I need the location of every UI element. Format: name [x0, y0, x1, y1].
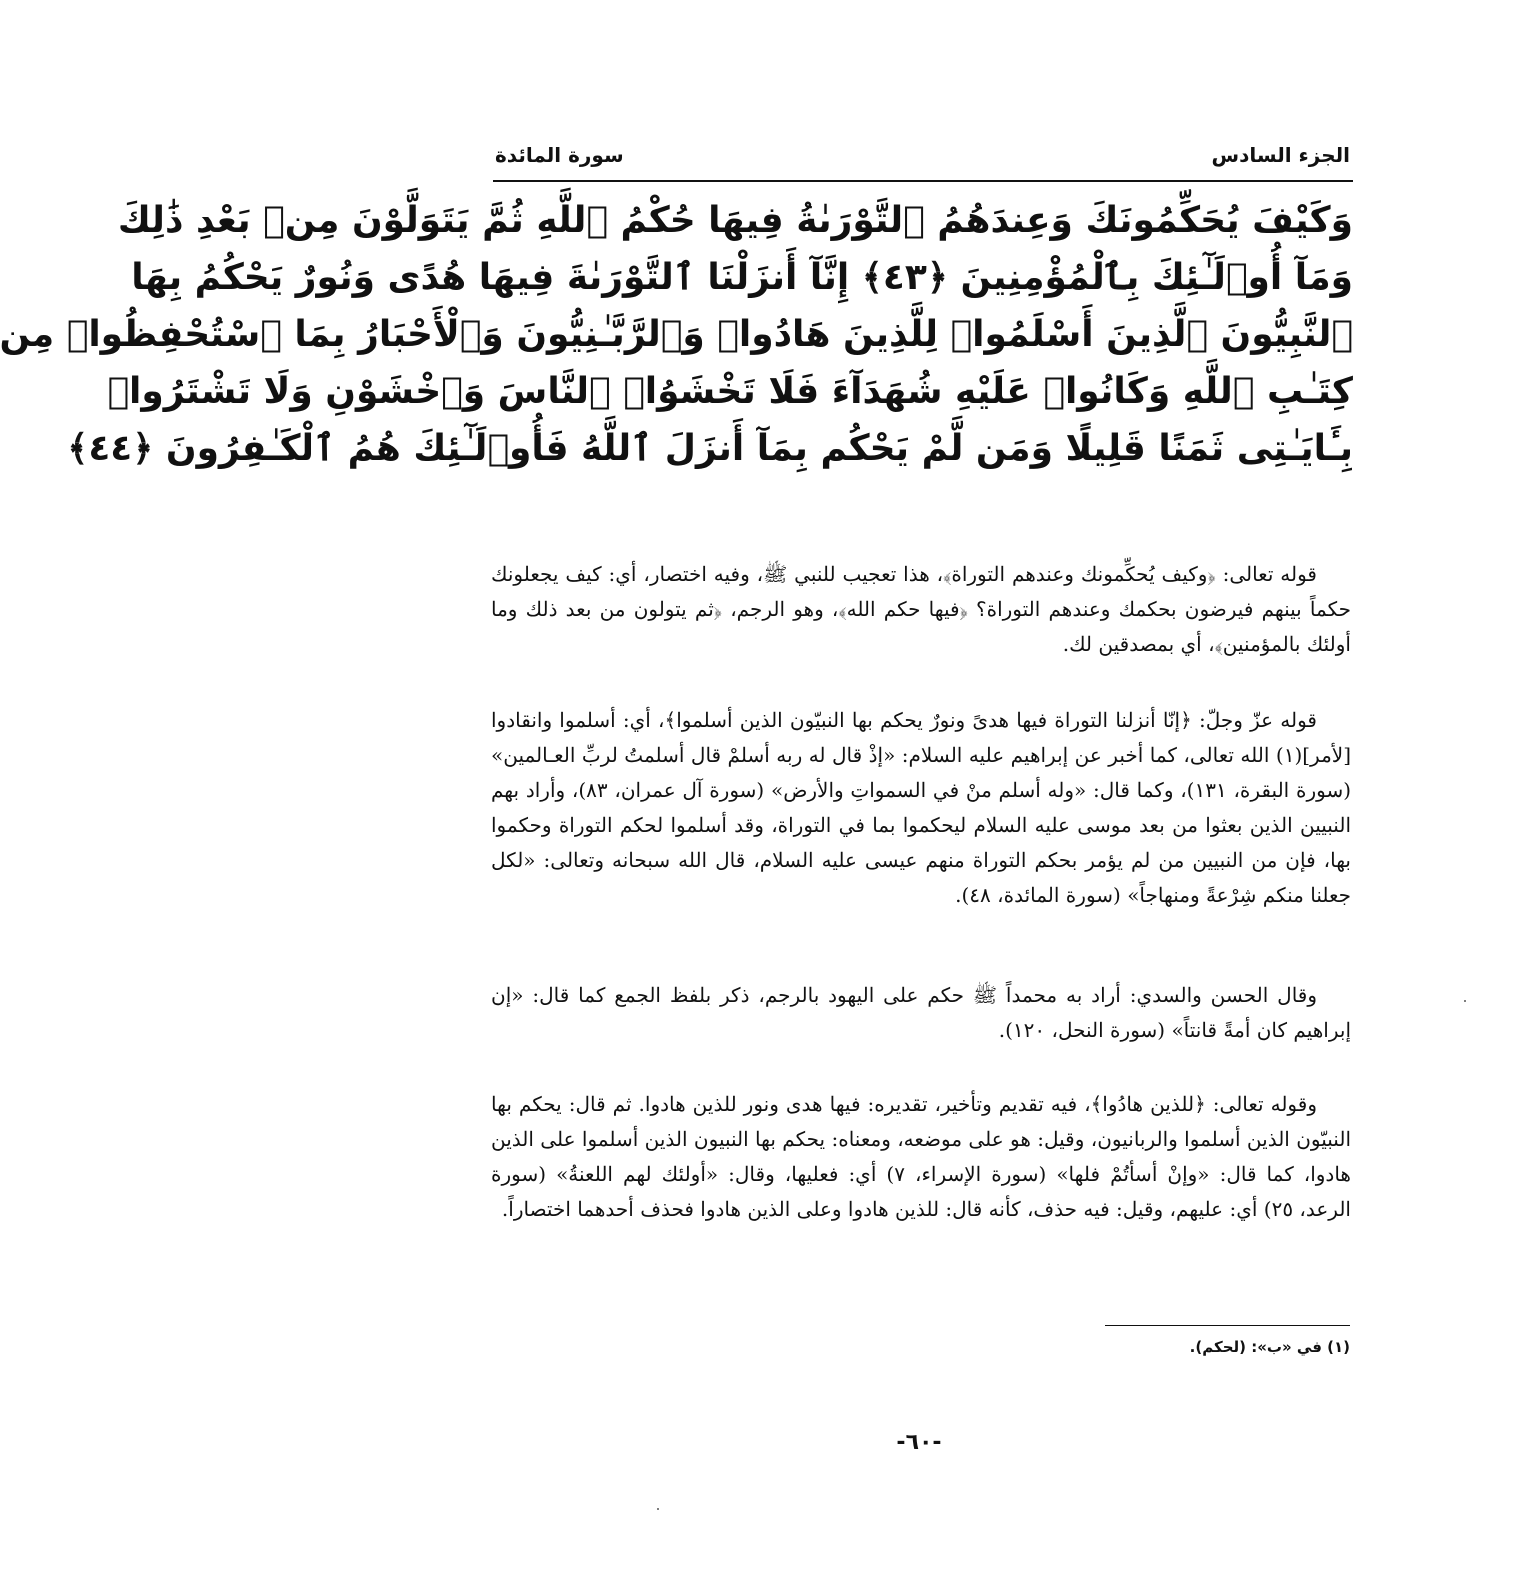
commentary-paragraph: [491, 978, 1351, 1048]
footnote-divider: [1105, 1325, 1350, 1326]
juz-title: الجزء السادس: [1211, 143, 1350, 167]
header-divider: [493, 180, 1353, 182]
running-header: [495, 143, 1350, 173]
page-number: -٦٠-: [896, 1430, 942, 1455]
quran-line: وَمَآ أُو۟لَـٰٓئِكَ بِٱلْمُؤْمِنِينَ ﴿٤٣﴾ إِنَّآ أَنزَلْنَا ٱلتَّوْرَىٰةَ فِيهَا هُدًى وَنُورٌ يَحْكُمُ بِهَا: [131, 257, 1353, 298]
paragraph-text: وقوله تعالى: ﴿للذين هادُوا﴾، فيه تقديم وتأخير، تقديره: فيها هدى ونور للذين هادوا. ثم قال: يحكم بها النبيّون الذين أسلموا والربانيون، وقيل: هو على موضعه، ومعناه: يحكم بها النبيون الذين أسلموا على الذين هادوا، كما قال: «وإنْ أسأتُمْ فلها» (سورة الإسراء، ٧) أي: فعليها، وقال: «أولئك لهم اللعنةُ» (سورة الرعد، ٢٥) أي: عليهم، وقيل: فيه حذف، كأنه قال: للذين هادوا وعلى الذين هادوا فحذف أحدهما اختصاراً.: [491, 1092, 1351, 1221]
quran-line: وَكَيْفَ يُحَكِّمُونَكَ وَعِندَهُمُ ٱلتَّوْرَىٰةُ فِيهَا حُكْمُ ٱللَّهِ ثُمَّ يَتَوَلَّوْنَ مِنۢ بَعْدِ ذَٰلِكَ: [117, 200, 1353, 241]
surah-title: سورة المائدة: [495, 143, 624, 167]
commentary-paragraph: [491, 1087, 1351, 1227]
scan-speck: [1464, 1000, 1466, 1002]
quran-line: كِتَـٰبِ ٱللَّهِ وَكَانُوا۟ عَلَيْهِ شُهَدَآءَ فَلَا تَخْشَوُا۟ ٱلنَّاسَ وَٱخْشَوْنِ وَلَا تَشْتَرُوا۟: [107, 371, 1353, 412]
commentary-paragraph: [491, 703, 1351, 913]
scan-speck: [657, 1508, 659, 1510]
quran-line: بِـَٔايَـٰتِى ثَمَنًا قَلِيلًا وَمَن لَّمْ يَحْكُم بِمَآ أَنزَلَ ٱللَّهُ فَأُو۟لَـٰٓئِكَ هُمُ ٱلْكَـٰفِرُونَ ﴿٤٤﴾: [67, 428, 1353, 469]
paragraph-text: وقال الحسن والسدي: أراد به محمداً ﷺ حكم على اليهود بالرجم، ذكر بلفظ الجمع كما قال: «إن إبراهيم كان أمةً قانتاً» (سورة النحل، ١٢٠).: [491, 983, 1351, 1042]
footnote: (١) في «ب»: (لحكم).: [1189, 1338, 1350, 1356]
commentary-paragraph: [491, 557, 1351, 662]
paragraph-text: قوله تعالى: ﴿وكيف يُحكِّمونك وعندهم التوراة﴾، هذا تعجيب للنبي ﷺ، وفيه اختصار، أي: كيف يجعلونك حكماً بينهم فيرضون بحكمك وعندهم التوراة؟ ﴿فيها حكم الله﴾، وهو الرجم، ﴿ثم يتولون من بعد ذلك وما أولئك بالمؤمنين﴾، أي بمصدقين لك.: [491, 562, 1351, 656]
quran-line: ٱلنَّبِيُّونَ ٱلَّذِينَ أَسْلَمُوا۟ لِلَّذِينَ هَادُوا۟ وَٱلرَّبَّـٰنِيُّونَ وَٱلْأَحْبَارُ بِمَا ٱسْتُحْفِظُوا۟ مِن: [0, 314, 1353, 355]
quran-verses-block: [0, 192, 1353, 477]
paragraph-text: قوله عزّ وجلّ: ﴿إنّا أنزلنا التوراة فيها هدىً ونورٌ يحكم بها النبيّون الذين أسلموا﴾، أي: أسلموا وانقادوا [لأمر](١) الله تعالى، كما أخبر عن إبراهيم عليه السلام: «إذْ قال له ربه أسلمْ قال أسلمتُ لربِّ العـالمين» (سورة البقرة، ١٣١)، وكما قال: «وله أسلم منْ في السمواتِ والأرض» (سورة آل عمران، ٨٣)، وأراد بهم النبيين الذين بعثوا من بعد موسى عليه السلام ليحكموا بما في التوراة، وقد أسلموا لحكم التوراة وحكموا بها، فإن من النبيين من لم يؤمر بحكم التوراة منهم عيسى عليه السلام، قال الله سبحانه وتعالى: «لكل جعلنا منكم شِرْعةً ومنهاجاً» (سورة المائدة، ٤٨).: [491, 708, 1351, 907]
